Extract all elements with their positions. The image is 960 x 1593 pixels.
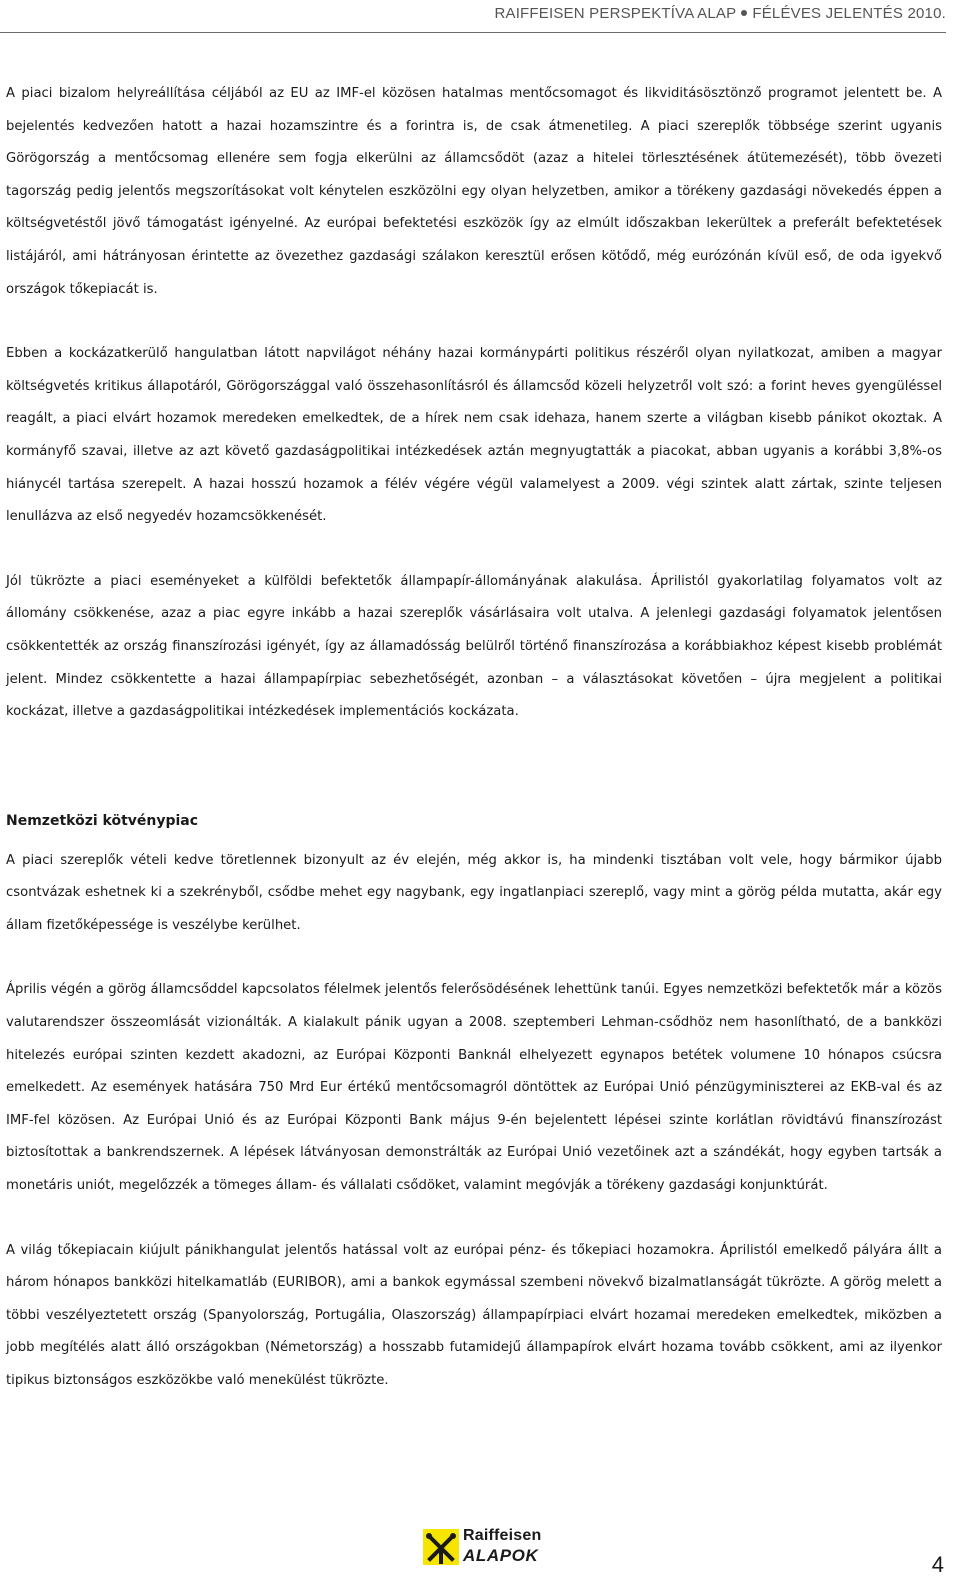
page-number: 4: [931, 1552, 944, 1577]
raiffeisen-logo: [423, 1525, 549, 1569]
logo-text-raiffeisen: Raiffeisen: [463, 1527, 542, 1544]
raiffeisen-gable-cross-icon: [423, 1529, 459, 1565]
section-paragraph-1: A piaci szereplők vételi kedve töretlennek bizonyult az év elején, még akkor is, ha mindenki tisztában volt vele, hogy bármikor újabb csontvázak eshetnek ki a szekrényből, csődbe mehet egy nagybank, egy ingatlanpiaci szereplő, vagy mint a görög példa mutatta, akár egy állam fizetőképessége is veszélybe kerülhet.: [6, 852, 942, 933]
section-paragraph-3: A világ tőkepiacain kiújult pánikhangulat jelentős hatással volt az európai pénz- és tőkepiaci hozamokra. Áprilistól emelkedő pályára állt a három hónapos bankközi hitelkamatláb (EURIBOR), ami a bankok egymással szembeni növekvő bizalmatlanságát tükrözte. A görög melett a többi veszélyeztetett ország (Spanyolország, Portugália, Olaszország) állampapírpiaci elvárt hozamai meredeken emelkedtek, miközben a jobb megítélés alatt álló országokban (Németország) a hosszabb futamidejű állampapírok elvárt hozama tovább csökkent, ami az ilyenkor tipikus biztonságos eszközökbe való menekülést tükrözte.: [6, 1242, 942, 1388]
paragraph-political-risk: Ebben a kockázatkerülő hangulatban látott napvilágot néhány hazai kormánypárti politikus részéről olyan nyilatkozat, amiben a magyar költségvetés kritikus állapotáról, Görögországgal való összehasonlításról és államcsőd közeli helyzetről volt szó: a forint heves gyengüléssel reagált, a piaci elvárt hozamok meredeken emelkedtek, de a hírek nem csak idehaza, hanem szerte a világban kisebb pánikot okoztak. A kormányfő szavai, illetve az azt követő gazdaságpolitikai intézkedések aztán megnyugtatták a piacokat, abban ugyanis a korábbi 3,8%-os hiánycél tartása szerepelt. A hazai hosszú hozamok a félév végére végül valamelyest a 2009. végi szintek alatt zártak, szinte teljesen lenullázva az első negyedév hozamcsökkenését.: [6, 346, 942, 525]
document-body: [6, 78, 942, 1398]
header-title: [494, 5, 946, 22]
header-publication: RAIFFEISEN PERSPEKTÍVA ALAP: [494, 5, 737, 22]
paragraph-foreign-holdings: Jól tükrözte a piaci eseményeket a külföldi befektetők állampapír-állományának alakulása. Áprilistól gyakorlatilag folyamatos volt az állomány csökkenése, azaz a piac egyre inkább a hazai szereplők vásárlásaira volt utalva. A jelenlegi gazdasági folyamatok jelentősen csökkentették az ország finanszírozási igényét, így az államadósság belülről történő finanszírozása a korábbiakhoz képest kisebb problémát jelent. Mindez csökkentette a hazai állampapírpiac sebezhetőségét, azonban – a választásokat követően – újra megjelent a politikai kockázat, illetve a gazdaságpolitikai intézkedések implementációs kockázata.: [6, 573, 942, 720]
header-report: FÉLÉVES JELENTÉS 2010.: [752, 5, 946, 22]
bullet-separator-icon: [741, 10, 747, 16]
page-header: [0, 4, 946, 33]
paragraph-intro: A piaci bizalom helyreállítása céljából az EU az IMF-el közösen hatalmas mentőcsomagot és likviditásösztönző programot jelentett be. A bejelentés kedvezően hatott a hazai hozamszintre és a forintra is, de csak átmenetileg. A piaci szereplők többsége szerint ugyanis Görögország a mentőcsomag ellenére sem fogja elkerülni az államcsődöt (azaz a hitelei törlesztésének átütemezését), több övezeti tagország pedig jelentős megszorításokat volt kénytelen eszközölni egy olyan helyzetben, amikor a törékeny gazdasági növekedés éppen a költségvetéstől jövő támogatást igényelné. Az európai befektetési eszközök így az elmúlt időszakban lekerültek a preferált befektetések listájáról, ami hátrányosan érintette az övezethez gazdasági szálakon keresztül erősen kötődő, még eurózónán kívül eső, de oda igyekvő országok tőkepiacát is.: [6, 86, 942, 297]
logo-text-alapok: ALAPOK: [463, 1546, 539, 1565]
section-heading: Nemzetközi kötvénypiac: [6, 812, 199, 829]
section-paragraph-2: Április végén a görög államcsőddel kapcsolatos félelmek jelentős felerősödésének lehettünk tanúi. Egyes nemzetközi befektetők már a közös valutarendszer összeomlását vizionálták. A kialakult pánik ugyan a 2008. szeptemberi Lehman-csődhöz nem hasonlítható, de a bankközi hitelezés európai szinten kezdett akadozni, az Európai Központi Banknál elhelyezett egynapos betétek volumene 10 hónapos csúcsra emelkedett. Az események hatására 750 Mrd Eur értékű mentőcsomagról döntöttek az Európai Unió pénzügyminiszterei az EKB-val és az IMF-fel közösen. Az Európai Unió és az Európai Központi Bank május 9-én bejelentett lépései szinte korlátlan rövidtávú finanszírozást biztosítottak a bankrendszernek. A lépések látványosan demonstrálták az Európai Unió vezetőinek azt a szándékát, hogy egyben tartsák a monetáris uniót, megelőzzék a tömeges állam- és vállalati csődöket, valamint megóvják a törékeny gazdasági konjunktúrát.: [6, 982, 942, 1194]
